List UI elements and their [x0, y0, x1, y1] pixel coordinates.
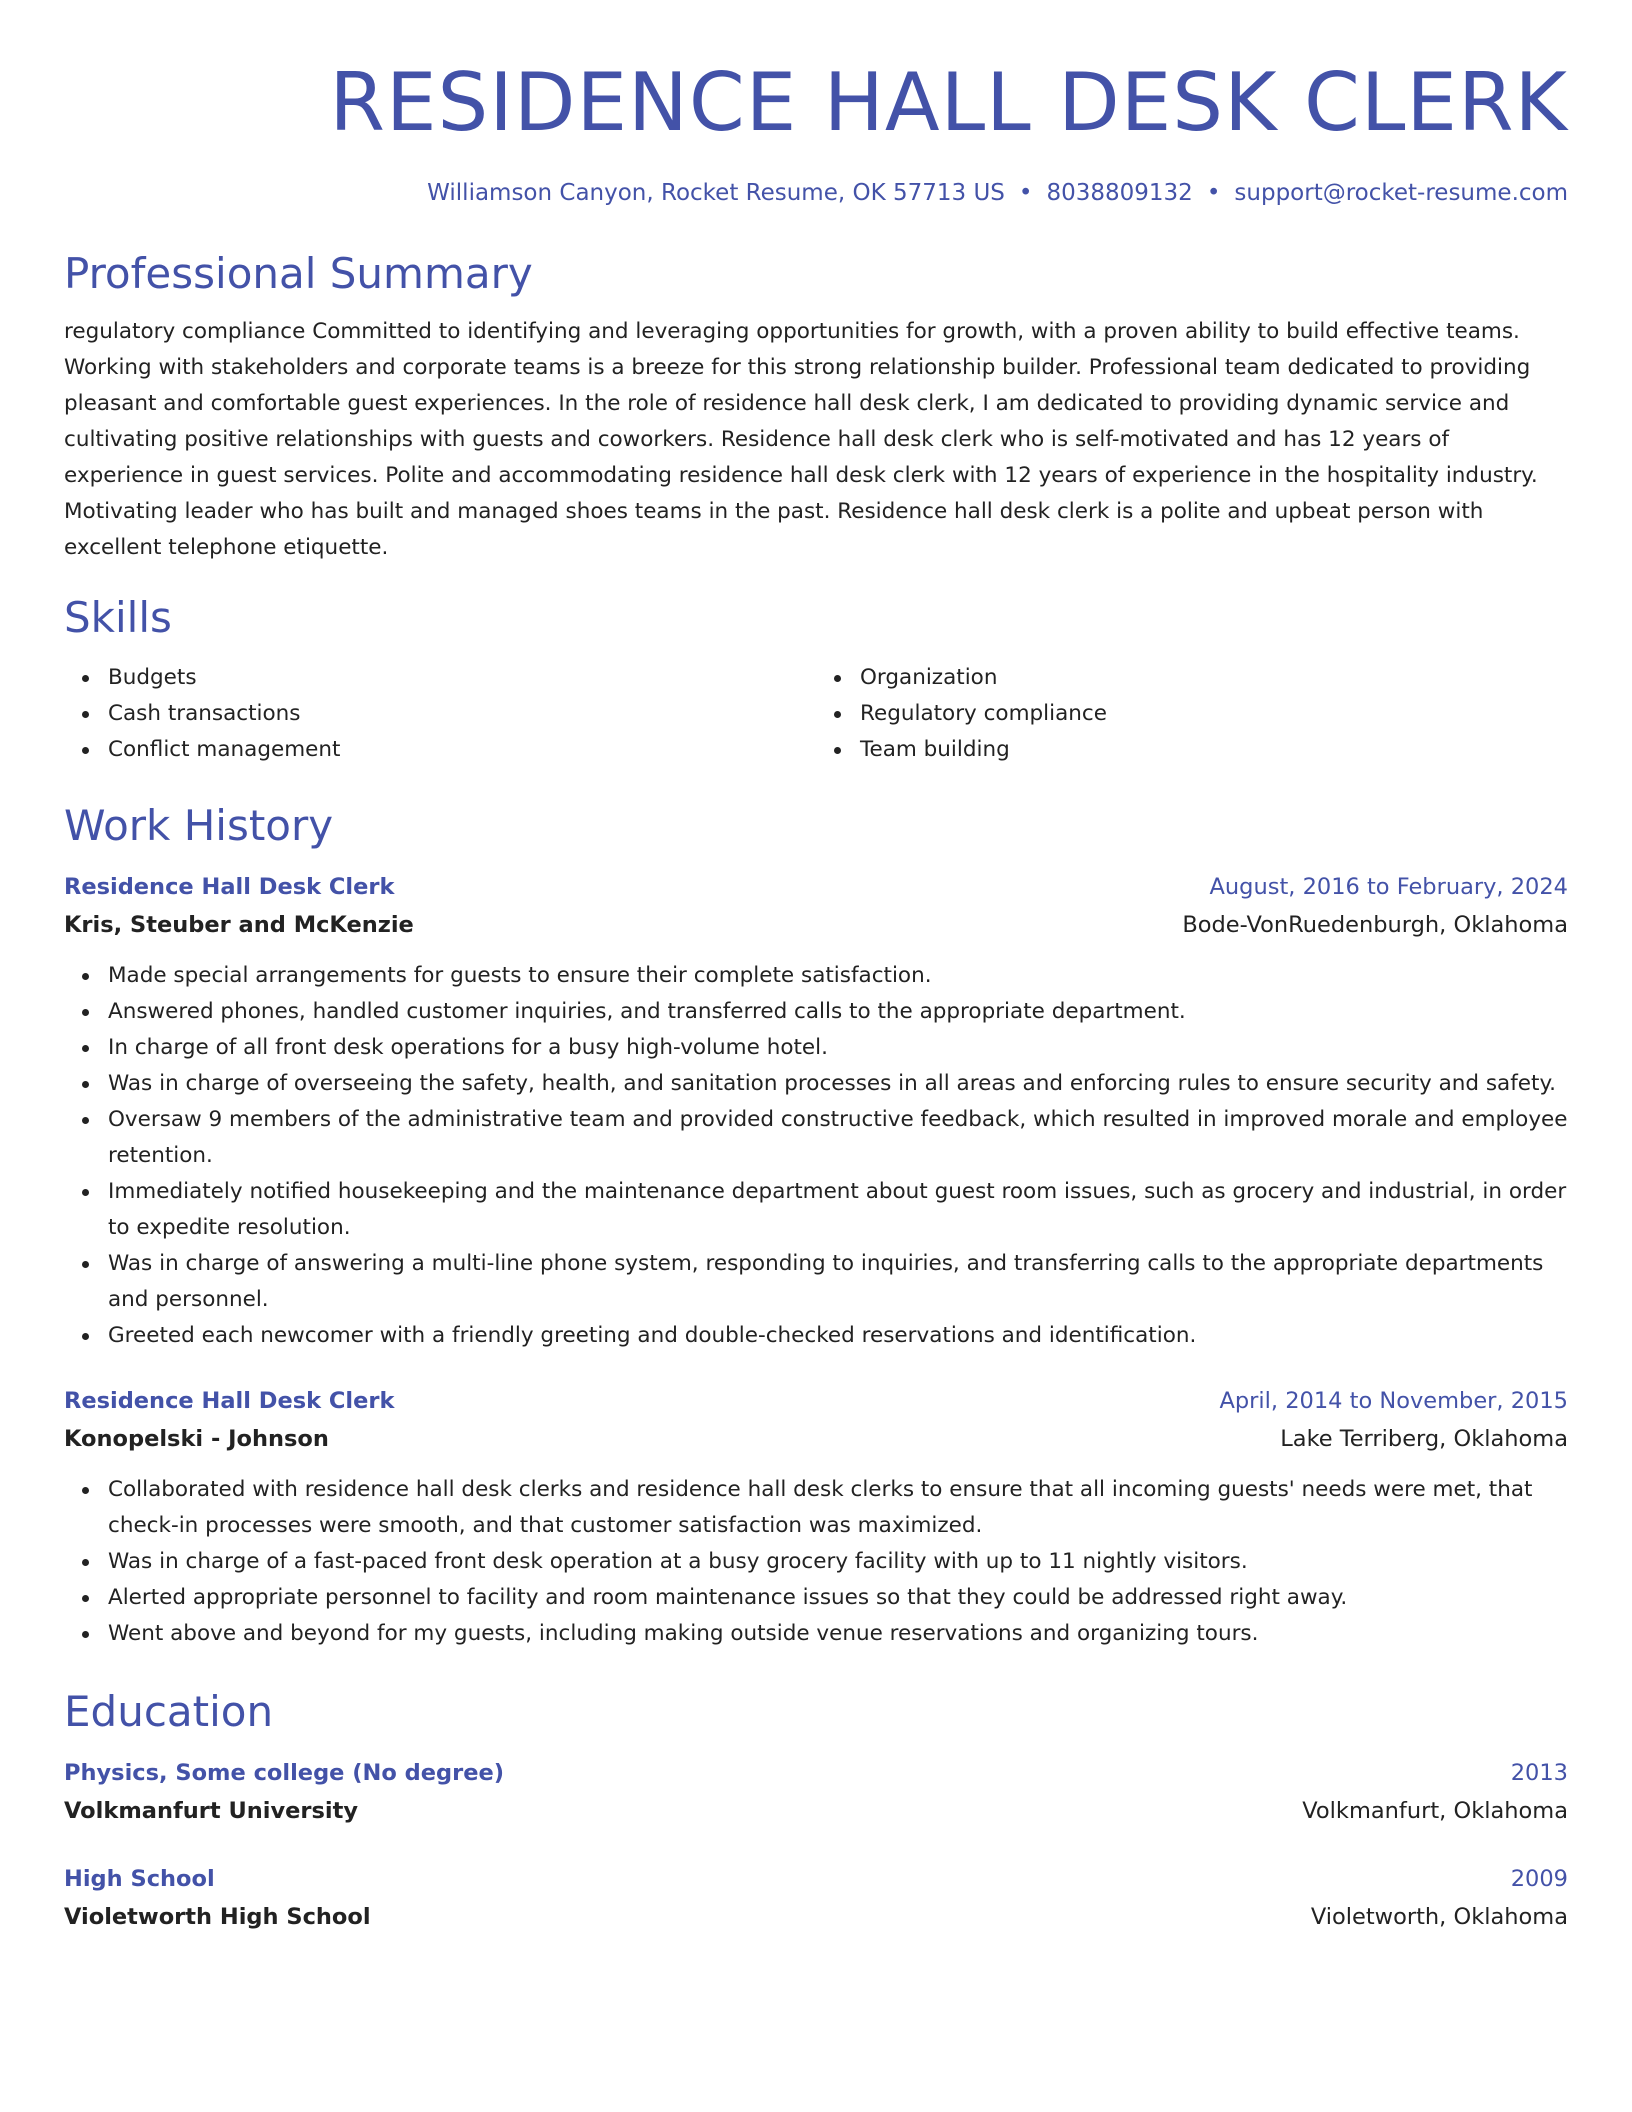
- candidate-title: RESIDENCE HALL DESK CLERK: [329, 56, 1568, 149]
- job-bullet: Made special arrangements for guests to ensure their complete satisfaction.: [108, 958, 1568, 994]
- skill-item: Team building: [860, 732, 1568, 768]
- work-history-heading: Work History: [64, 801, 334, 850]
- contact-address: Williamson Canyon, Rocket Resume, OK 57713 US: [427, 180, 1005, 206]
- education-heading: Education: [64, 1687, 274, 1736]
- education-degree: Physics, Some college (No degree): [64, 1760, 505, 1786]
- education-year: 2009: [1510, 1866, 1568, 1892]
- job-bullet: Alerted appropriate personnel to facility and room maintenance issues so that they could be addressed right away.: [108, 1580, 1568, 1616]
- job-location: Lake Terriberg, Oklahoma: [1280, 1426, 1568, 1452]
- education-year: 2013: [1510, 1760, 1568, 1786]
- contact-email[interactable]: support@rocket-resume.com: [1234, 180, 1568, 206]
- job-company-row: [64, 1420, 1568, 1458]
- summary-text: regulatory compliance Committed to identifying and leveraging opportunities for growth, with a proven ability to build effective teams. Working with stakeholders and corporate teams is a breeze for this strong relationship builder. Professional team dedicated to providing pleasant and comfortable guest experiences. In the role of residence hall desk clerk, I am dedicated to providing dynamic service and cultivating positive relationships with guests and coworkers. Residence hall desk clerk who is self-motivated and has 12 years of experience in guest services. Polite and accommodating residence hall desk clerk with 12 years of experience in the hospitality industry. Motivating leader who has built and managed shoes teams in the past. Residence hall desk clerk is a polite and upbeat person with excellent telephone etiquette.: [64, 319, 1538, 560]
- job-bullet: Answered phones, handled customer inquiries, and transferred calls to the appropriate department.: [108, 994, 1568, 1030]
- job-bullets: [64, 1472, 1568, 1652]
- job-dates: August, 2016 to February, 2024: [1209, 874, 1568, 900]
- summary-heading: Professional Summary: [64, 249, 533, 298]
- job-bullet: Immediately notified housekeeping and the maintenance department about guest room issues, such as grocery and industrial, in order to expedite resolution.: [108, 1174, 1568, 1246]
- job-bullet: Was in charge of answering a multi-line phone system, responding to inquiries, and transferring calls to the appropriate departments and personnel.: [108, 1246, 1568, 1318]
- skill-item: Conflict management: [108, 732, 816, 768]
- education-entry: [64, 1860, 1568, 1936]
- job-bullet: In charge of all front desk operations for a busy high-volume hotel.: [108, 1030, 1568, 1066]
- skills-column-right: [816, 660, 1568, 768]
- education-school: Violetworth High School: [64, 1904, 371, 1930]
- job-bullet: Went above and beyond for my guests, including making outside venue reservations and organizing tours.: [108, 1616, 1568, 1652]
- education-school-row: [64, 1898, 1568, 1936]
- contact-separator: •: [1206, 180, 1221, 206]
- skill-item: Budgets: [108, 660, 816, 696]
- job-dates: April, 2014 to November, 2015: [1219, 1388, 1568, 1414]
- education-header-row: [64, 1754, 1568, 1792]
- skill-item: Cash transactions: [108, 696, 816, 732]
- job-company: Kris, Steuber and McKenzie: [64, 912, 414, 938]
- job-header-row: [64, 868, 1568, 906]
- skill-item: Organization: [860, 660, 1568, 696]
- skills-heading: Skills: [64, 593, 172, 642]
- job-bullet: Was in charge of overseeing the safety, health, and sanitation processes in all areas and enforcing rules to ensure security and safety.: [108, 1066, 1568, 1102]
- job-role: Residence Hall Desk Clerk: [64, 1388, 395, 1414]
- job-bullet: Greeted each newcomer with a friendly greeting and double-checked reservations and identification.: [108, 1318, 1568, 1354]
- education-location: Violetworth, Oklahoma: [1310, 1904, 1568, 1930]
- contact-line: [64, 176, 1568, 210]
- job-bullet: Oversaw 9 members of the administrative team and provided constructive feedback, which resulted in improved morale and employee retention.: [108, 1102, 1568, 1174]
- education-school-row: [64, 1792, 1568, 1830]
- skills-column-left: [64, 660, 816, 768]
- skill-item: Regulatory compliance: [860, 696, 1568, 732]
- job-entry: [64, 868, 1568, 1354]
- job-role: Residence Hall Desk Clerk: [64, 874, 395, 900]
- job-bullets: [64, 958, 1568, 1354]
- contact-phone: 8038809132: [1046, 180, 1193, 206]
- education-location: Volkmanfurt, Oklahoma: [1302, 1798, 1568, 1824]
- job-company-row: [64, 906, 1568, 944]
- job-bullet: Was in charge of a fast-paced front desk operation at a busy grocery facility with up to 11 nightly visitors.: [108, 1544, 1568, 1580]
- education-degree: High School: [64, 1866, 215, 1892]
- job-company: Konopelski - Johnson: [64, 1426, 329, 1452]
- education-entry: [64, 1754, 1568, 1830]
- job-location: Bode-VonRuedenburgh, Oklahoma: [1182, 912, 1568, 938]
- education-school: Volkmanfurt University: [64, 1798, 359, 1824]
- education-header-row: [64, 1860, 1568, 1898]
- job-header-row: [64, 1382, 1568, 1420]
- job-bullet: Collaborated with residence hall desk clerks and residence hall desk clerks to ensure that all incoming guests' needs were met, that check-in processes were smooth, and that customer satisfaction was maximized.: [108, 1472, 1568, 1544]
- skills-list: [64, 660, 1568, 768]
- job-entry: [64, 1382, 1568, 1652]
- contact-separator: •: [1018, 180, 1033, 206]
